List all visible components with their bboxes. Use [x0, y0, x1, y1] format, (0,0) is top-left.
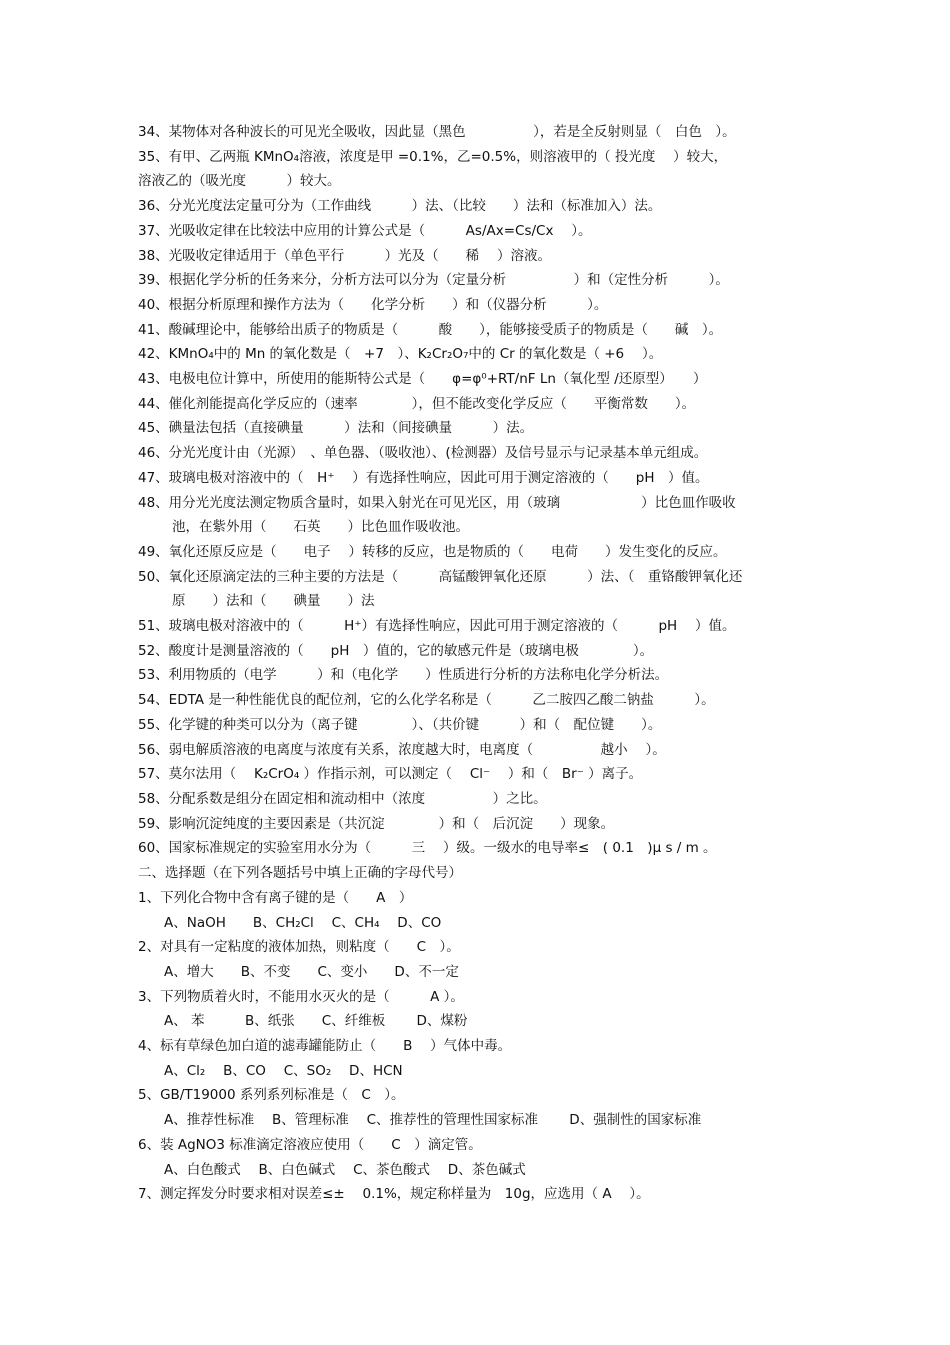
- question-line: 40、根据分析原理和操作方法为（ 化学分析 ）和（仪器分析 ）。: [138, 296, 608, 313]
- question-line: 43、电极电位计算中，所使用的能斯特公式是（ φ=φ⁰+RT/nF Ln（氧化型 /还原型） ）: [138, 371, 707, 388]
- question-list: [138, 120, 813, 1207]
- question-line: 38、光吸收定律适用于（单色平行 ）光及（ 稀 ）溶液。: [138, 247, 551, 264]
- question-line: 二、选择题（在下列各题括号中填上正确的字母代号）: [138, 865, 462, 882]
- question-line: 36、分光光度法定量可分为（工作曲线 ）法、（比较 ）法和（标准加入）法。: [138, 198, 662, 215]
- question-line: 39、根据化学分析的任务来分，分析方法可以分为（定量分析 ）和（定性分析 ）。: [138, 272, 729, 289]
- answer-options: A、 苯 B、纸张 C、纤维板 D、煤粉: [164, 1013, 468, 1030]
- question-line: 45、碘量法包括（直接碘量 ）法和（间接碘量 ）法。: [138, 420, 534, 437]
- question-line: 3、下列物质着火时，不能用水灭火的是（ A ）。: [138, 988, 464, 1005]
- question-line: 7、测定挥发分时要求相对误差≤± 0.1%，规定称样量为 10g，应选用（ A ）。: [138, 1186, 650, 1203]
- question-line: 44、催化剂能提高化学反应的（速率 ），但不能改变化学反应（ 平衡常数 ）。: [138, 395, 696, 412]
- question-line: 49、氧化还原反应是（ 电子 ）转移的反应，也是物质的（ 电荷 ）发生变化的反应。: [138, 543, 727, 560]
- question-line: 34、某物体对各种波长的可见光全吸收，因此显（黑色 ），若是全反射则显（ 白色 ）。: [138, 124, 736, 140]
- question-line: 56、弱电解质溶液的电离度与浓度有关系，浓度越大时，电离度（ 越小 ）。: [138, 741, 666, 758]
- question-line: 48、用分光光度法测定物质含量时，如果入射光在可见光区，用（玻璃 ）比色皿作吸收: [138, 494, 736, 511]
- answer-options: A、白色酸式 B、白色碱式 C、茶色酸式 D、茶色碱式: [164, 1161, 526, 1178]
- answer-options: A、NaOH B、CH₂Cl C、CH₄ D、CO: [164, 914, 442, 931]
- question-line: 52、酸度计是测量溶液的（ pH ）值的，它的敏感元件是（玻璃电极 ）。: [138, 642, 654, 659]
- question-line: 50、氧化还原滴定法的三种主要的方法是（ 高锰酸钾氧化还原 ）法、（ 重铬酸钾氧化还: [138, 568, 743, 585]
- question-continuation: 原 ）法和（ 碘量 ）法: [172, 593, 375, 610]
- question-line: 5、GB/T19000 系列系列标准是（ C ）。: [138, 1087, 405, 1104]
- question-line: 57、莫尔法用（ K₂CrO₄ ）作指示剂，可以测定（ Cl⁻ ）和（ Br⁻ ）离子。: [138, 766, 643, 783]
- question-line: 41、酸碱理论中，能够给出质子的物质是（ 酸 ），能够接受质子的物质是（ 碱 ）。: [138, 321, 723, 338]
- question-line: 4、标有草绿色加白道的滤毒罐能防止（ B ）气体中毒。: [138, 1038, 512, 1055]
- question-line: 55、化学键的种类可以分为（离子键 ）、（共价键 ）和（ 配位键 ）。: [138, 716, 662, 733]
- question-continuation: 池，在紫外用（ 石英 ）比色皿作吸收池。: [172, 519, 469, 536]
- question-line: 37、光吸收定律在比较法中应用的计算公式是（ As/Ax=Cs/Cx ）。: [138, 222, 592, 239]
- question-line: 59、影响沉淀纯度的主要因素是（共沉淀 ）和（ 后沉淀 ）现象。: [138, 815, 615, 832]
- question-line: 54、EDTA 是一种性能优良的配位剂，它的么化学名称是（ 乙二胺四乙酸二钠盐 ）。: [138, 692, 715, 709]
- question-line: 35、有甲、乙两瓶 KMnO₄溶液，浓度是甲 =0.1%，乙=0.5%，则溶液甲的（ 投光度 ）较大，: [138, 148, 728, 165]
- question-line: 1、下列化合物中含有离子键的是（ A ）: [138, 889, 413, 906]
- answer-options: A、增大 B、不变 C、变小 D、不一定: [164, 963, 459, 980]
- question-line: 6、装 AgNO3 标准滴定溶液应使用（ C ）滴定管。: [138, 1136, 482, 1153]
- question-line: 60、国家标准规定的实验室用水分为（ 三 ）级。一级水的电导率≤ ( 0.1 )μ s / m 。: [138, 840, 717, 857]
- question-line: 51、玻璃电极对溶液中的（ H⁺）有选择性响应，因此可用于测定溶液的（ pH ）值。: [138, 618, 736, 635]
- answer-options: A、推荐性标准 B、管理标准 C、推荐性的管理性国家标准 D、强制性的国家标准: [164, 1112, 702, 1129]
- question-line: 2、对具有一定粘度的液体加热，则粘度（ C ）。: [138, 939, 460, 956]
- answer-options: A、Cl₂ B、CO C、SO₂ D、HCN: [164, 1062, 403, 1079]
- question-line: 溶液乙的（吸光度 ）较大。: [138, 173, 341, 190]
- question-line: 42、KMnO₄中的 Mn 的氧化数是（ +7 ）、K₂Cr₂O₇中的 Cr 的氧化数是（ +6 ）。: [138, 346, 663, 363]
- question-line: 58、分配系数是组分在固定相和流动相中（浓度 ）之比。: [138, 790, 547, 807]
- question-line: 46、分光光度计由（光源） 、单色器、（吸收池）、(检测器）及信号显示与记录基本单元组成。: [138, 445, 708, 462]
- question-line: 47、玻璃电极对溶液中的（ H⁺ ）有选择性响应，因此可用于测定溶液的（ pH ）值。: [138, 469, 709, 486]
- question-line: 53、利用物质的（电学 ）和（电化学 ）性质进行分析的方法称电化学分析法。: [138, 667, 669, 684]
